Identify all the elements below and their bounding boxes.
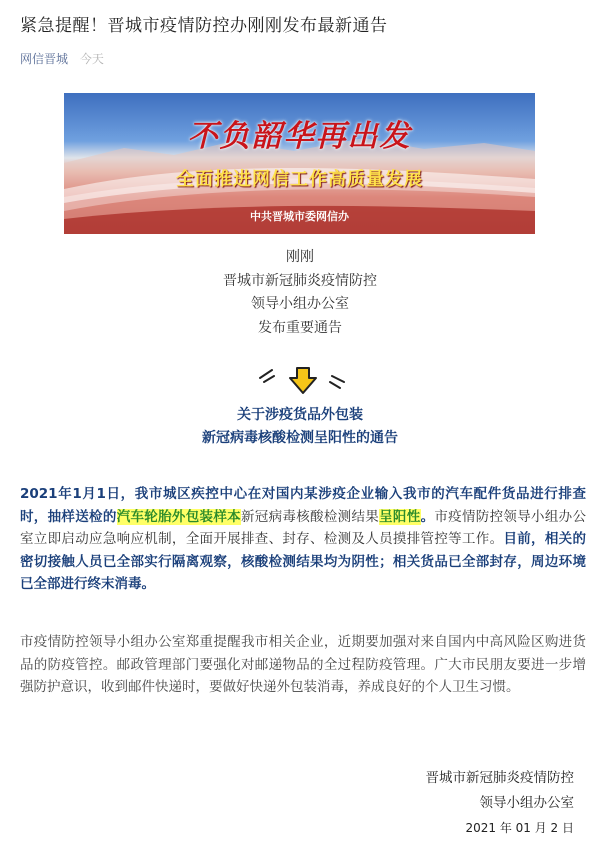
- reminder-paragraph: 市疫情防控领导小组办公室郑重提醒我市相关企业，近期要加强对来自国内中高风险区购进货品的防疫管控。邮政管理部门要强化对邮递物品的全过程防疫管理。广大市民朋友要进一步增强防护意识，收到邮件快递时，要做好快递外包装消毒，养成良好的个人卫生习惯。: [20, 634, 586, 695]
- para1-text: 市疫情防控领导小组办公室立即启动应急响应机制，全面开展排查、封存、检测及人员摸排管控等工作。: [20, 508, 586, 547]
- para1-text: 新冠病毒核酸检测结果: [241, 508, 380, 525]
- notice-title-line: 关于涉疫货品外包装: [237, 407, 363, 423]
- signature-date: 2021 年 01 月 2 日: [465, 821, 574, 835]
- notice-title-line: 新冠病毒核酸检测呈阳性的通告: [202, 430, 398, 446]
- down-arrow-icon: [258, 364, 348, 396]
- intro-line: 刚刚: [286, 249, 314, 265]
- publish-date: 今天: [79, 52, 104, 66]
- banner-org: 中共晋城市委网信办: [250, 210, 349, 223]
- signature-org: 晋城市新冠肺炎疫情防控: [425, 770, 574, 786]
- banner-slogan: 不负韶华再出发: [187, 119, 412, 154]
- intro-line: 晋城市新冠肺炎疫情防控: [223, 272, 377, 289]
- intro-line: 发布重要通告: [258, 319, 342, 336]
- article-title: 紧急提醒！晋城市疫情防控办刚刚发布最新通告: [20, 16, 388, 36]
- para1-text: 。: [420, 508, 435, 525]
- intro-line: 领导小组办公室: [251, 296, 349, 312]
- banner-tagline: 全面推进网信工作高质量发展: [176, 169, 423, 190]
- para1-text: 目前，相关的密切接触人员已全部实行隔离观察，核酸检测结果均为阴性；相关货品已全部封存，周边环境已全部进行终末消毒。: [20, 531, 586, 592]
- banner-image: [64, 93, 535, 234]
- announcement-paragraph: [20, 483, 586, 596]
- intro-lines: [0, 246, 600, 340]
- article-meta: [20, 50, 104, 67]
- notice-title: [0, 404, 600, 450]
- highlight-positive: 呈阳性: [379, 508, 421, 525]
- highlight-sample: 汽车轮胎外包装样本: [116, 508, 241, 525]
- para1-text: 2021年1月1日，我市城区疾控中心在对国内某涉疫企业输入我市的汽车配件货品进行排查时，抽样送检的: [20, 486, 586, 525]
- signature-block: [426, 766, 575, 841]
- account-name-link[interactable]: 网信晋城: [20, 52, 69, 66]
- signature-org: 领导小组办公室: [479, 795, 574, 811]
